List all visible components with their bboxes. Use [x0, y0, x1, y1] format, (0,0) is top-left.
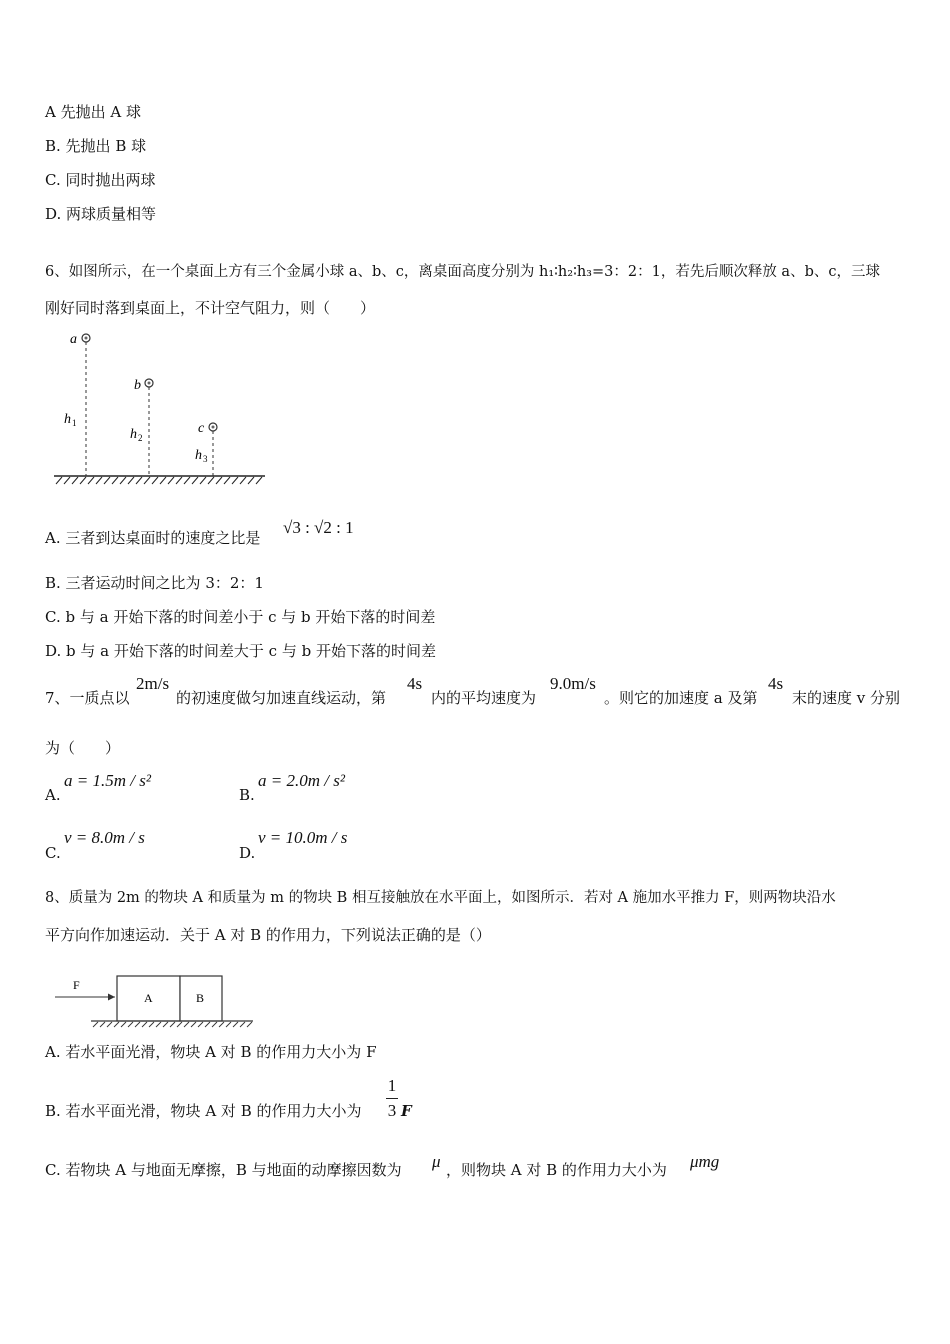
- label-h3-sub: 3: [203, 454, 208, 464]
- q7-t2: 4s: [768, 674, 784, 693]
- q8-option-b-numerator: 1: [387, 1076, 397, 1095]
- q8-option-b-denominator: 3: [387, 1101, 397, 1120]
- q7-option-a-label: A.: [45, 786, 61, 804]
- q6-option-a-math: √3 : √2 : 1: [283, 518, 354, 537]
- q7-stem-line2: 为（ ）: [45, 739, 121, 757]
- q8-option-b-force: F: [401, 1102, 412, 1120]
- q7-stem-part2: 的初速度做匀加速直线运动，第: [176, 689, 387, 707]
- q7-stem-part4: 。则它的加速度 a 及第: [604, 689, 758, 707]
- q5-option-a: A 先抛出 A 球: [45, 103, 141, 121]
- q7-vavg: 9.0m/s: [550, 674, 596, 693]
- q8-option-c-mu: μ: [432, 1152, 441, 1171]
- label-force-f: F: [73, 978, 80, 992]
- q8-blocks-figure: [55, 968, 260, 1030]
- label-h1: h: [64, 412, 71, 427]
- q7-v0: 2m/s: [136, 674, 170, 693]
- q7-stem-part3: 内的平均速度为: [431, 689, 537, 707]
- q8-option-c-value: μmg: [690, 1152, 720, 1171]
- label-b: b: [134, 378, 141, 393]
- label-block-a: A: [144, 991, 153, 1005]
- q7-stem-part5: 末的速度 v 分别: [792, 689, 901, 707]
- q8-option-b-text: B. 若水平面光滑，物块 A 对 B 的作用力大小为: [45, 1102, 362, 1120]
- q5-option-b: B. 先抛出 B 球: [45, 137, 147, 155]
- q5-option-c: C. 同时抛出两球: [45, 171, 156, 189]
- q8-option-a: A. 若水平面光滑，物块 A 对 B 的作用力大小为 F: [45, 1043, 377, 1061]
- q6-stem-line1: 6、如图所示，在一个桌面上方有三个金属小球 a、b、c，离桌面高度分别为 h₁∶h₂∶h₃=3：2：1，若先后顺次释放 a、b、c，三球: [45, 264, 880, 280]
- q8-stem-line1: 8、质量为 2m 的物块 A 和质量为 m 的物块 B 相互接触放在水平面上，如图所示．若对 A 施加水平推力 F，则两物块沿水: [45, 890, 836, 906]
- q7-t1: 4s: [407, 674, 423, 693]
- q7-option-d-label: D.: [239, 844, 256, 862]
- q8-option-c-text: C. 若物块 A 与地面无摩擦，B 与地面的动摩擦因数为: [45, 1161, 402, 1179]
- q8-option-b-fraction-bar: [386, 1098, 398, 1099]
- label-h2-sub: 2: [138, 433, 143, 443]
- q6-stem-line2: 刚好同时落到桌面上，不计空气阻力，则（ ）: [45, 299, 376, 317]
- q7-option-b-math: a = 2.0m / s²: [258, 771, 345, 790]
- q6-option-a-text: A. 三者到达桌面时的速度之比是: [45, 529, 261, 547]
- label-a: a: [70, 332, 77, 347]
- q6-option-b: B. 三者运动时间之比为 3：2：1: [45, 574, 264, 592]
- q6-falling-balls-figure: [52, 328, 272, 488]
- q8-stem-line2: 平方向作加速运动．关于 A 对 B 的作用力，下列说法正确的是（）: [45, 926, 491, 944]
- q7-option-c-label: C.: [45, 844, 61, 862]
- label-h3: h: [195, 448, 202, 463]
- q7-option-a-math: a = 1.5m / s²: [64, 771, 151, 790]
- q7-option-d-math: v = 10.0m / s: [258, 828, 348, 847]
- q7-stem-part1: 7、一质点以: [45, 689, 130, 707]
- q8-option-c-mid: ，则物块 A 对 B 的作用力大小为: [446, 1161, 667, 1179]
- q5-option-d: D. 两球质量相等: [45, 205, 157, 223]
- q6-option-d: D. b 与 a 开始下落的时间差大于 c 与 b 开始下落的时间差: [45, 642, 436, 660]
- label-block-b: B: [196, 991, 205, 1005]
- q7-option-c-math: v = 8.0m / s: [64, 828, 145, 847]
- q7-option-b-label: B.: [239, 786, 255, 804]
- label-c: c: [198, 421, 205, 436]
- label-h1-sub: 1: [72, 418, 77, 428]
- q6-option-c: C. b 与 a 开始下落的时间差小于 c 与 b 开始下落的时间差: [45, 608, 436, 626]
- label-h2: h: [130, 427, 137, 442]
